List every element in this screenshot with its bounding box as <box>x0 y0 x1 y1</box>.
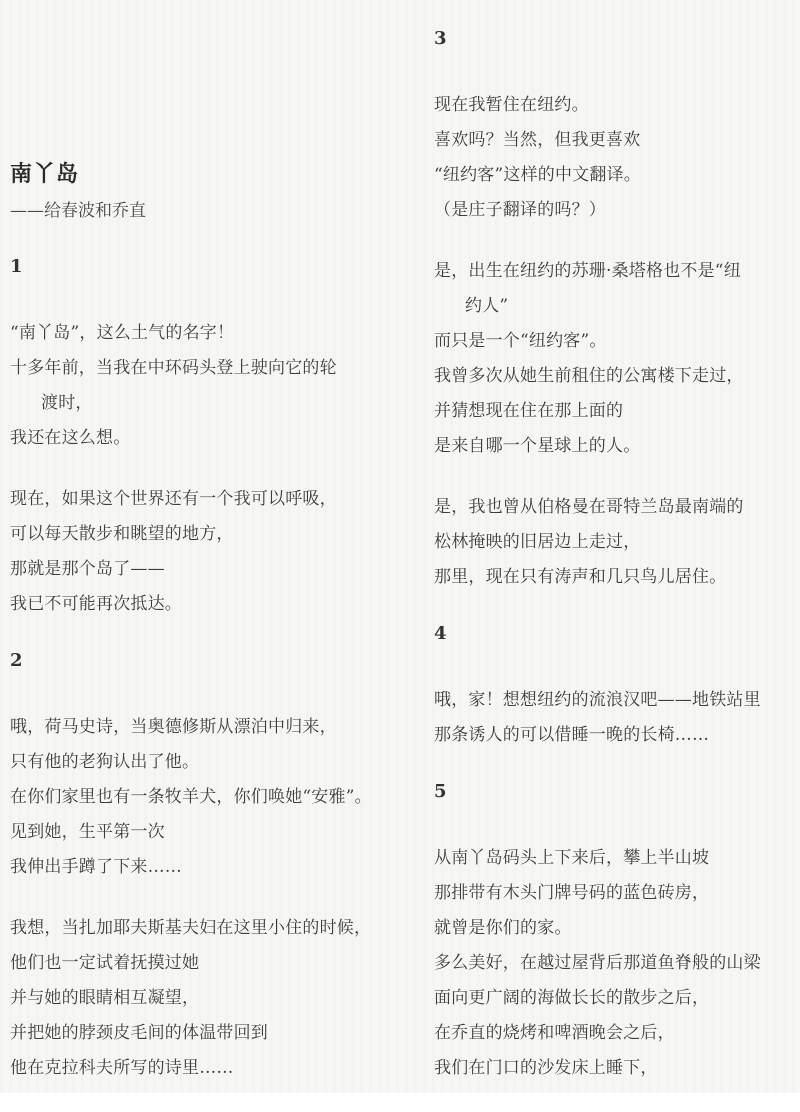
poem-line: 是，我也曾从伯格曼在哥特兰岛最南端的 <box>434 497 744 517</box>
section-number: 5 <box>434 781 447 802</box>
poem-line: 约人” <box>465 296 509 316</box>
poem-line: 现在，如果这个世界还有一个我可以呼吸， <box>10 489 337 509</box>
poem-line: 我伸出手蹲了下来…… <box>10 857 182 877</box>
poem-column-left <box>10 0 408 1112</box>
poem-line: “南丫岛”，这么土气的名字！ <box>10 323 235 343</box>
poem-line: 在乔直的烧烤和啤酒晚会之后， <box>434 1023 675 1043</box>
poem-line: 并把她的脖颈皮毛间的体温带回到 <box>10 1023 268 1043</box>
stanza <box>434 841 800 1086</box>
poem-line: 是，出生在纽约的苏珊·桑塔格也不是“纽 <box>434 261 741 281</box>
stanza <box>434 88 800 228</box>
stanza <box>434 683 800 753</box>
poem-line: 面向更广阔的海做长长的散步之后， <box>434 988 710 1008</box>
poem-line: 现在我暂住在纽约。 <box>434 95 589 115</box>
stanza <box>10 482 408 622</box>
poem-line: 渡时， <box>41 393 93 413</box>
poem-title: 南丫岛 <box>10 161 80 187</box>
section-number: 3 <box>434 28 447 49</box>
poem-line: 我们在门口的沙发床上睡下， <box>434 1058 658 1078</box>
poem-line: 而只是一个“纽约客”。 <box>434 331 607 351</box>
poem-line: “纽约客”这样的中文翻译。 <box>434 165 641 185</box>
poem-line: 从南丫岛码头上下来后，攀上半山坡 <box>434 848 710 868</box>
poem-line: 哦，荷马史诗，当奥德修斯从漂泊中归来， <box>10 717 337 737</box>
stanza <box>10 911 408 1086</box>
poem-line: 可以每天散步和眺望的地方， <box>10 524 234 544</box>
poem-line: 那排带有木头门牌号码的蓝色砖房， <box>434 883 710 903</box>
poem-line: 哦，家！想想纽约的流浪汉吧——地铁站里 <box>434 690 761 710</box>
poem-line: 那就是那个岛了—— <box>10 559 165 579</box>
poem-line: 他们也一定试着抚摸过她 <box>10 953 200 973</box>
poem-column-right <box>434 0 800 1112</box>
stanza <box>10 710 408 885</box>
poem-line: 那条诱人的可以借睡一晚的长椅…… <box>434 725 710 745</box>
poem-line: 并猜想现在住在那上面的 <box>434 401 624 421</box>
poem-line: （是庄子翻译的吗？） <box>434 200 606 220</box>
poem-line: 只有他的老狗认出了他。 <box>10 752 200 772</box>
stanza <box>434 490 800 595</box>
section-number: 4 <box>434 623 447 644</box>
stanza <box>10 316 408 456</box>
poem-line: 那里，现在只有涛声和几只鸟儿居住。 <box>434 567 727 587</box>
poem-line: 就曾是你们的家。 <box>434 918 572 938</box>
poem-line: 我已不可能再次抵达。 <box>10 594 182 614</box>
section-number: 1 <box>10 256 23 277</box>
poem-line: 在你们家里也有一条牧羊犬，你们唤她“安雅”。 <box>10 787 372 807</box>
poem-line: 松林掩映的旧居边上走过， <box>434 532 641 552</box>
section-number: 2 <box>10 650 23 671</box>
poem-line: 喜欢吗？当然，但我更喜欢 <box>434 130 641 150</box>
poem-line: 我曾多次从她生前租住的公寓楼下走过， <box>434 366 744 386</box>
poem-line: 我想，当扎加耶夫斯基夫妇在这里小住的时候， <box>10 918 372 938</box>
poem-line: 十多年前，当我在中环码头登上驶向它的轮 <box>10 358 337 378</box>
poem-line: 多么美好，在越过屋背后那道鱼脊般的山梁 <box>434 953 761 973</box>
poem-line: 他在克拉科夫所写的诗里…… <box>10 1058 234 1078</box>
poem-line: 见到她，生平第一次 <box>10 822 165 842</box>
poem-dedication: ——给春波和乔直 <box>10 201 146 221</box>
poem-line: 我还在这么想。 <box>10 428 131 448</box>
poem-line: 并与她的眼睛相互凝望， <box>10 988 200 1008</box>
stanza <box>434 254 800 464</box>
poem-line: 是来自哪一个星球上的人。 <box>434 436 641 456</box>
